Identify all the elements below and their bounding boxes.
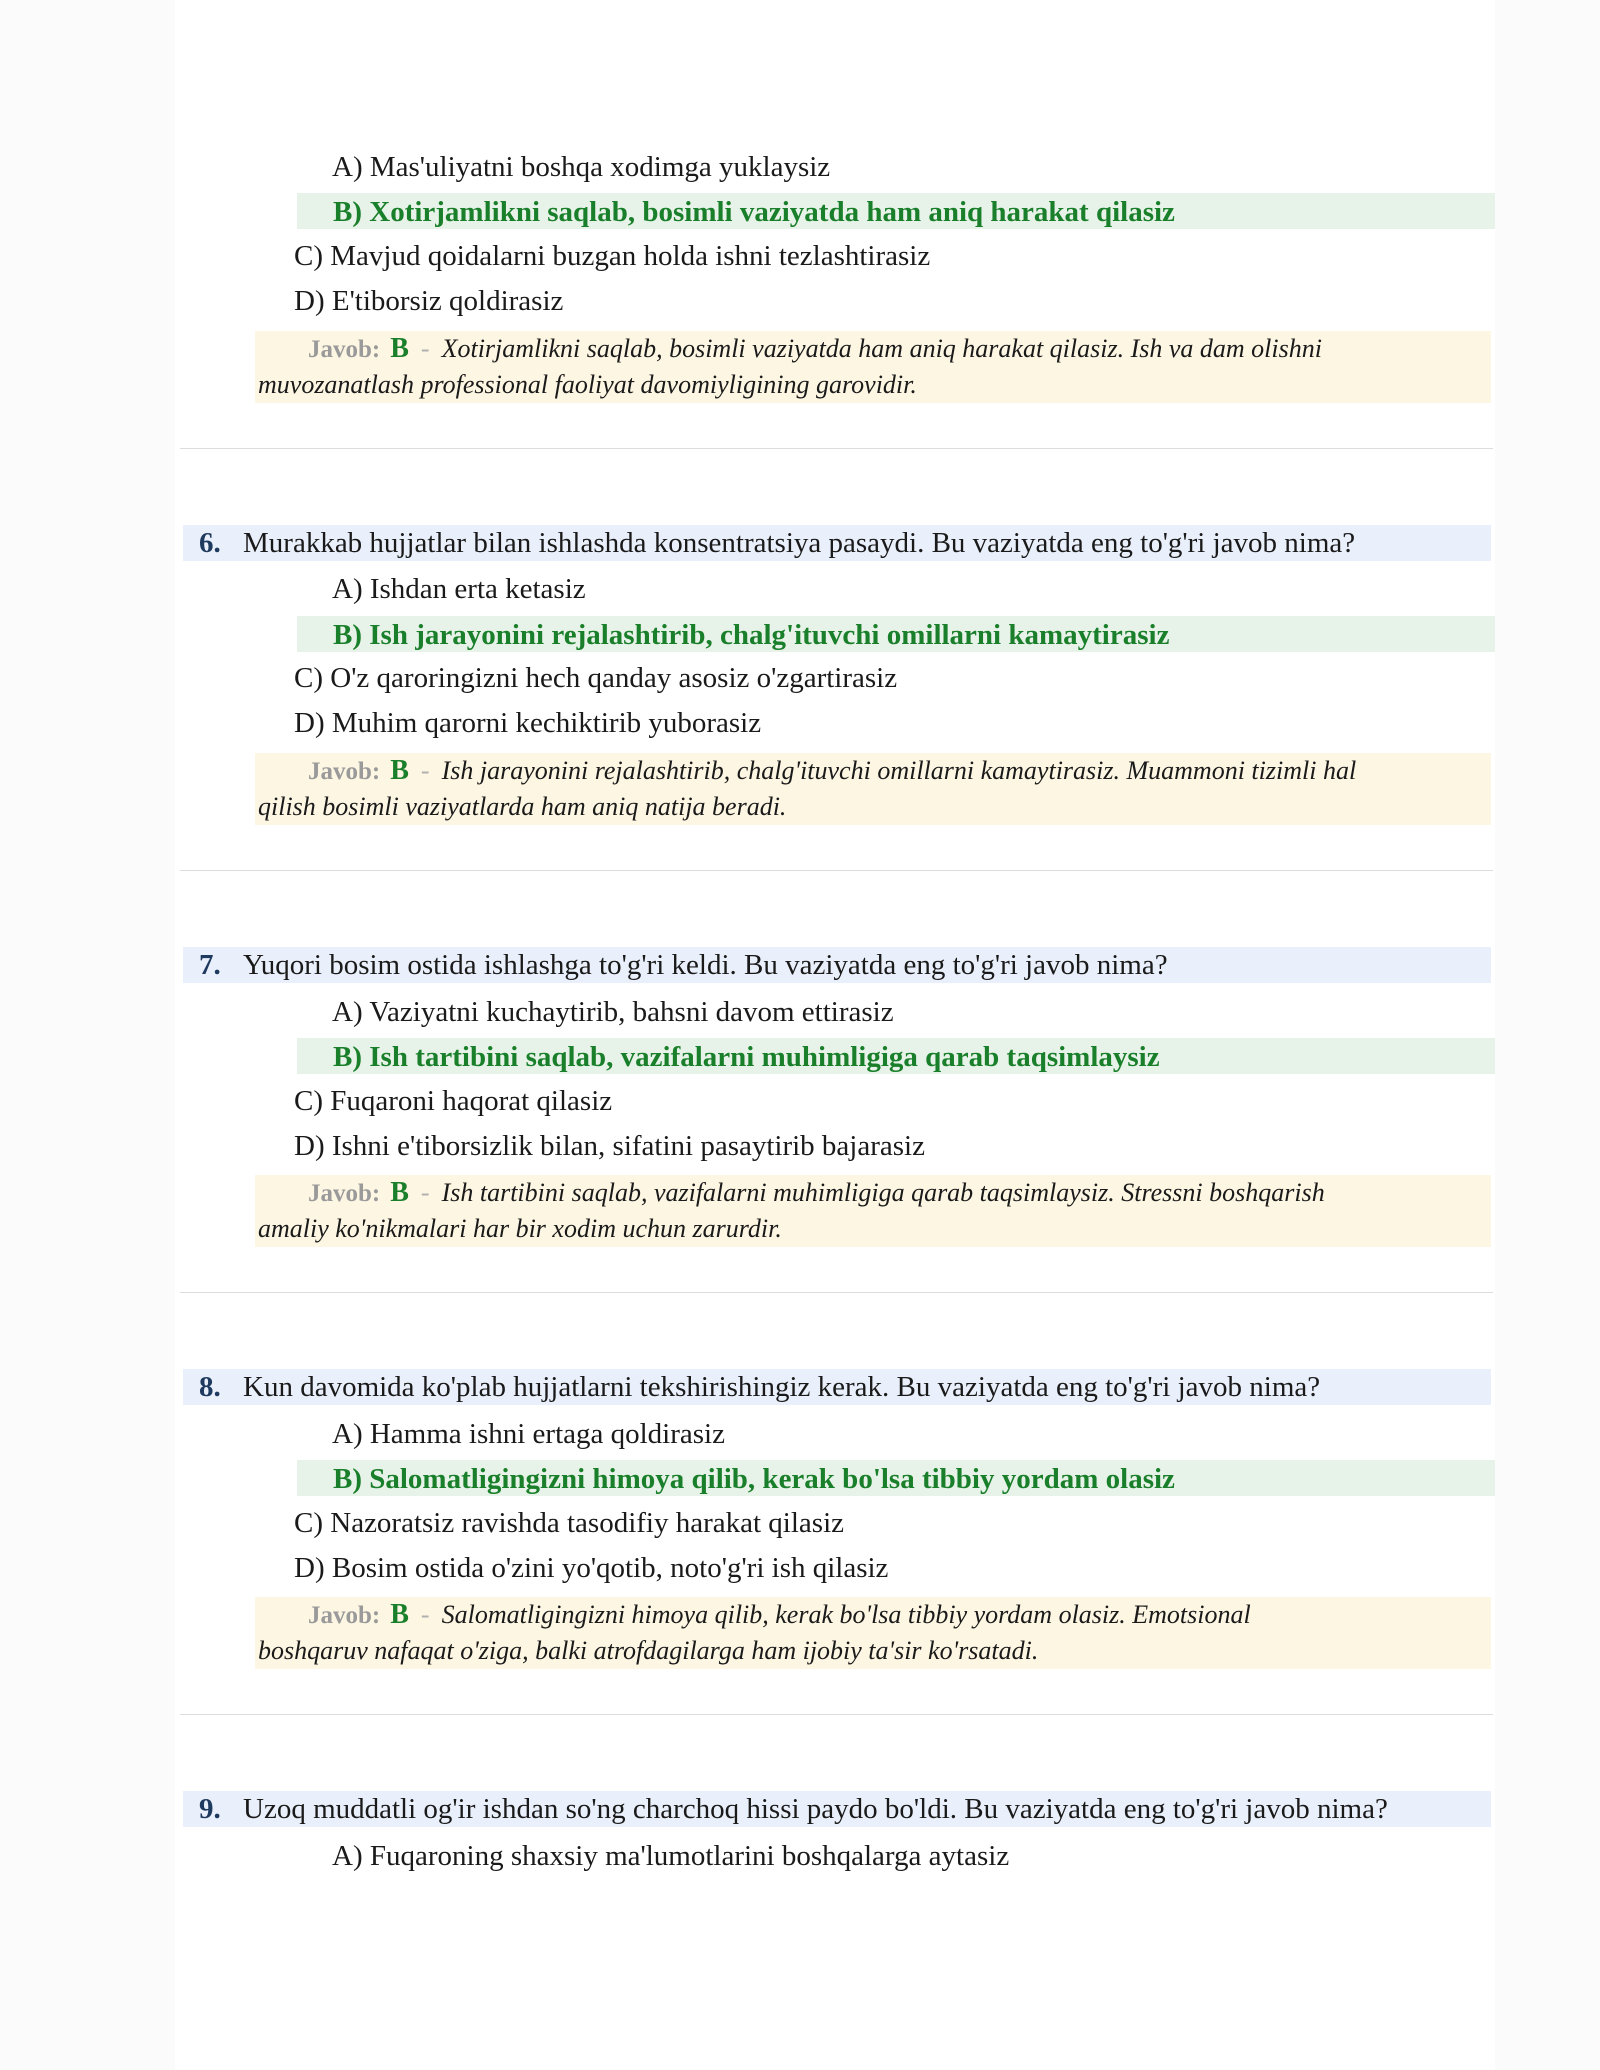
option-a: A) Hamma ishni ertaga qoldirasiz: [332, 1418, 725, 1450]
option-c: C) Mavjud qoidalarni buzgan holda ishni tezlashtirasiz: [294, 240, 931, 272]
answer-label: Javob:: [308, 1602, 381, 1629]
answer-box: Javob: B - Salomatligingizni himoya qilib, kerak bo'lsa tibbiy yordam olasiz. Emotsional boshqaruv nafaqat o'ziga, balki atrofdagilarga ham ijobiy ta'sir ko'rsatadi.: [255, 1597, 1491, 1669]
option-b-text: B) Salomatligingizni himoya qilib, kerak bo'lsa tibbiy yordam olasiz: [333, 1463, 1175, 1495]
answer-explanation: Ish jarayonini rejalashtirib, chalg'ituvchi omillarni kamaytirasiz. Muammoni tizimli hal: [441, 756, 1357, 785]
question-number: 6.: [199, 527, 221, 559]
divider: [180, 870, 1493, 871]
answer-key: B: [390, 1177, 409, 1208]
answer-explanation: Ish tartibini saqlab, vazifalarni muhimligiga qarab taqsimlaysiz. Stressni boshqarish: [441, 1178, 1325, 1207]
question-text: Murakkab hujjatlar bilan ishlashda konsentratsiya pasaydi. Bu vaziyatda eng to'g'ri javob nima?: [243, 527, 1356, 559]
option-d: D) Ishni e'tiborsizlik bilan, sifatini pasaytirib bajarasiz: [294, 1130, 925, 1162]
question-7: [183, 947, 1491, 983]
answer-explanation-cont: amaliy ko'nikmalari har bir xodim uchun zarurdir.: [258, 1214, 782, 1243]
answer-label: Javob:: [308, 758, 381, 785]
question-number: 8.: [199, 1371, 221, 1403]
option-a: A) Mas'uliyatni boshqa xodimga yuklaysiz: [332, 151, 831, 183]
option-c: C) Fuqaroni haqorat qilasiz: [294, 1085, 613, 1117]
answer-key: B: [390, 1599, 409, 1630]
option-b-text: B) Ish jarayonini rejalashtirib, chalg'ituvchi omillarni kamaytirasiz: [333, 619, 1170, 651]
answer-key: B: [390, 333, 409, 364]
option-b-text: B) Ish tartibini saqlab, vazifalarni muhimligiga qarab taqsimlaysiz: [333, 1041, 1160, 1073]
divider: [180, 1714, 1493, 1715]
question-9: [183, 1791, 1491, 1827]
option-b-correct: [297, 1038, 1495, 1074]
answer-explanation: Salomatligingizni himoya qilib, kerak bo'lsa tibbiy yordam olasiz. Emotsional: [441, 1600, 1251, 1629]
question-text: Yuqori bosim ostida ishlashga to'g'ri keldi. Bu vaziyatda eng to'g'ri javob nima?: [243, 949, 1168, 981]
option-b-correct: [297, 193, 1495, 229]
option-d: D) E'tiborsiz qoldirasiz: [294, 285, 564, 317]
option-b-correct: [297, 616, 1495, 652]
answer-label: Javob:: [308, 1180, 381, 1207]
answer-explanation: Xotirjamlikni saqlab, bosimli vaziyatda ham aniq harakat qilasiz. Ish va dam olishni: [441, 334, 1322, 363]
answer-box: Javob: B - Xotirjamlikni saqlab, bosimli vaziyatda ham aniq harakat qilasiz. Ish va dam olishni muvozanatlash professional faoliyat davomiyligining garovidir.: [255, 331, 1491, 403]
question-text: Kun davomida ko'plab hujjatlarni tekshirishingiz kerak. Bu vaziyatda eng to'g'ri javob nima?: [243, 1371, 1321, 1403]
option-b-text: B) Xotirjamlikni saqlab, bosimli vaziyatda ham aniq harakat qilasiz: [333, 196, 1175, 228]
divider: [180, 448, 1493, 449]
answer-explanation-cont: qilish bosimli vaziyatlarda ham aniq natija beradi.: [258, 792, 787, 821]
option-a: A) Vaziyatni kuchaytirib, bahsni davom ettirasiz: [332, 996, 894, 1028]
divider: [180, 1292, 1493, 1293]
option-a: A) Fuqaroning shaxsiy ma'lumotlarini boshqalarga aytasiz: [332, 1840, 1010, 1872]
answer-box: Javob: B - Ish jarayonini rejalashtirib, chalg'ituvchi omillarni kamaytirasiz. Muammoni tizimli hal qilish bosimli vaziyatlarda ham aniq natija beradi.: [255, 753, 1491, 825]
option-b-correct: [297, 1460, 1495, 1496]
answer-explanation-cont: muvozanatlash professional faoliyat davomiyligining garovidir.: [258, 370, 917, 399]
option-d: D) Muhim qarorni kechiktirib yuborasiz: [294, 707, 762, 739]
question-number: 7.: [199, 949, 221, 981]
answer-box: Javob: B - Ish tartibini saqlab, vazifalarni muhimligiga qarab taqsimlaysiz. Stressni boshqarish amaliy ko'nikmalari har bir xodim uchun zarurdir.: [255, 1175, 1491, 1247]
answer-explanation-cont: boshqaruv nafaqat o'ziga, balki atrofdagilarga ham ijobiy ta'sir ko'rsatadi.: [258, 1636, 1039, 1665]
option-a: A) Ishdan erta ketasiz: [332, 573, 586, 605]
question-number: 9.: [199, 1793, 221, 1825]
question-8: [183, 1369, 1491, 1405]
answer-key: B: [390, 755, 409, 786]
question-text: Uzoq muddatli og'ir ishdan so'ng charchoq hissi paydo bo'ldi. Bu vaziyatda eng to'g'ri javob nima?: [243, 1793, 1388, 1825]
option-d: D) Bosim ostida o'zini yo'qotib, noto'g'ri ish qilasiz: [294, 1552, 889, 1584]
option-c: C) Nazoratsiz ravishda tasodifiy harakat qilasiz: [294, 1507, 844, 1539]
answer-label: Javob:: [308, 336, 381, 363]
question-6: [183, 525, 1491, 561]
option-c: C) O'z qaroringizni hech qanday asosiz o'zgartirasiz: [294, 662, 898, 694]
